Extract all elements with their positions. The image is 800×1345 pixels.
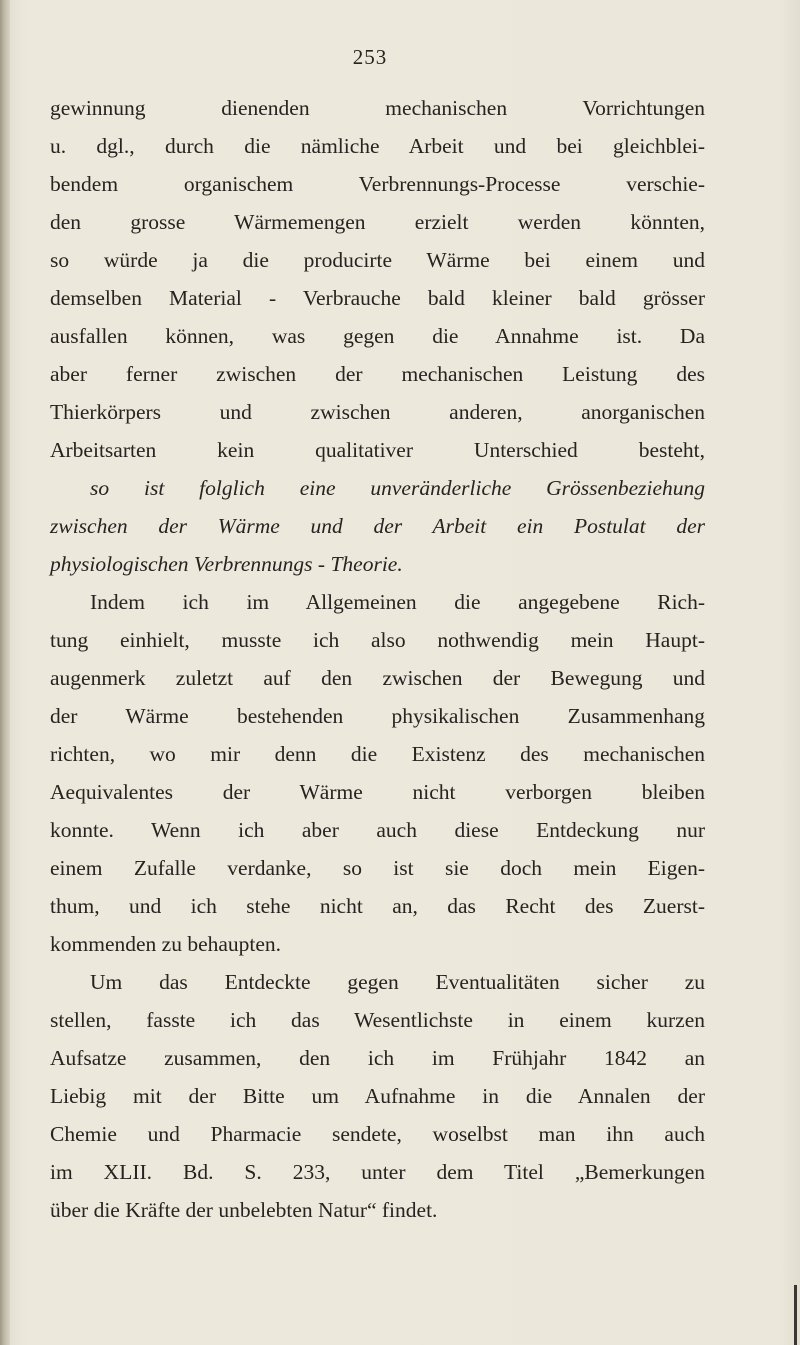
text-line: Aufsatze zusammen, den ich im Frühjahr 1842 an xyxy=(50,1046,705,1070)
text-line: so würde ja die producirte Wärme bei einem und xyxy=(50,248,705,272)
text-line: im XLII. Bd. S. 233, unter dem Titel „Bemerkungen xyxy=(50,1160,705,1184)
text-line: Chemie und Pharmacie sendete, woselbst man ihn auch xyxy=(50,1122,705,1146)
text-line: Indem ich im Allgemeinen die angegebene Rich- xyxy=(90,590,705,614)
text-line: stellen, fasste ich das Wesentlichste in einem kurzen xyxy=(50,1008,705,1032)
italic-text-line: zwischen der Wärme und der Arbeit ein Postulat der xyxy=(50,514,705,538)
body-text xyxy=(50,89,705,1229)
text-line: Aequivalentes der Wärme nicht verborgen bleiben xyxy=(50,780,705,804)
text-line: Arbeitsarten kein qualitativer Unterschied besteht, xyxy=(50,438,705,462)
text-line: thum, und ich stehe nicht an, das Recht des Zuerst- xyxy=(50,894,705,918)
text-line: den grosse Wärmemengen erzielt werden könnten, xyxy=(50,210,705,234)
page-edge-mark xyxy=(794,1285,797,1345)
italic-text-line: physiologischen Verbrennungs - Theorie. xyxy=(50,552,403,576)
text-line: u. dgl., durch die nämliche Arbeit und bei gleichblei- xyxy=(50,134,705,158)
text-line: ausfallen können, was gegen die Annahme ist. Da xyxy=(50,324,705,348)
text-line: konnte. Wenn ich aber auch diese Entdeckung nur xyxy=(50,818,705,842)
text-line: aber ferner zwischen der mechanischen Leistung des xyxy=(50,362,705,386)
text-line: der Wärme bestehenden physikalischen Zusammenhang xyxy=(50,704,705,728)
text-line: demselben Material - Verbrauche bald kleiner bald grösser xyxy=(50,286,705,310)
page-binding-edge xyxy=(0,0,10,1345)
text-line: Um das Entdeckte gegen Eventualitäten sicher zu xyxy=(90,970,705,994)
text-line: richten, wo mir denn die Existenz des mechanischen xyxy=(50,742,705,766)
text-line: augenmerk zuletzt auf den zwischen der Bewegung und xyxy=(50,666,705,690)
text-line: über die Kräfte der unbelebten Natur“ findet. xyxy=(50,1198,438,1222)
text-line: Thierkörpers und zwischen anderen, anorganischen xyxy=(50,400,705,424)
text-line: kommenden zu behaupten. xyxy=(50,932,282,956)
text-line: bendem organischem Verbrennungs-Processe verschie- xyxy=(50,172,705,196)
text-line: Liebig mit der Bitte um Aufnahme in die Annalen der xyxy=(50,1084,705,1108)
italic-text-line: so ist folglich eine unveränderliche Grössenbeziehung xyxy=(90,476,705,500)
text-line: einem Zufalle verdanke, so ist sie doch mein Eigen- xyxy=(50,856,705,880)
text-line: tung einhielt, musste ich also nothwendig mein Haupt- xyxy=(50,628,705,652)
text-line: gewinnung dienenden mechanischen Vorrichtungen xyxy=(50,96,705,120)
page-number: 253 xyxy=(352,45,388,69)
